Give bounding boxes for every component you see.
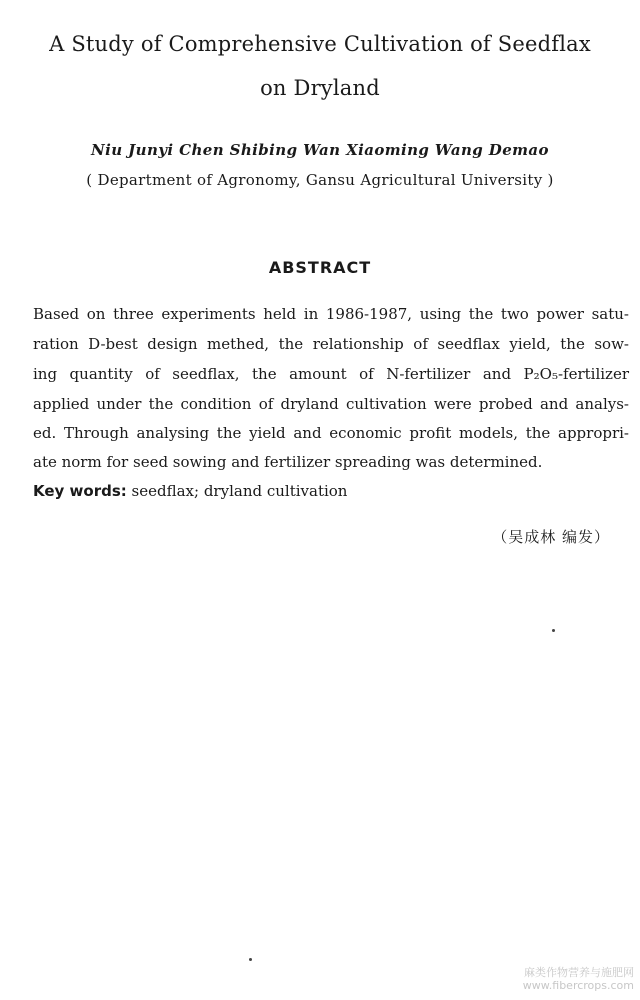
keywords-value: seedflax; dryland cultivation bbox=[131, 482, 348, 500]
abstract-line: Based on three experiments held in 1986-1987, using the two power satu- bbox=[33, 305, 629, 323]
paper-title-line-2: on Dryland bbox=[260, 76, 380, 100]
scan-speck bbox=[552, 629, 555, 632]
watermark-line-2: www.fibercrops.com bbox=[522, 979, 634, 992]
author-affiliation: ( Department of Agronomy, Gansu Agricultural University ) bbox=[86, 171, 554, 189]
scan-speck bbox=[249, 958, 252, 961]
paper-title-line-1: A Study of Comprehensive Cultivation of Seedflax bbox=[49, 32, 591, 56]
abstract-line: ing quantity of seedflax, the amount of N-fertilizer and P₂O₅-fertilizer bbox=[33, 365, 629, 383]
abstract-line: ed. Through analysing the yield and economic profit models, the appropri- bbox=[33, 424, 629, 442]
author-list: Niu Junyi Chen Shibing Wan Xiaoming Wang Demao bbox=[91, 141, 549, 159]
abstract-line: ate norm for seed sowing and fertilizer spreading was determined. bbox=[33, 453, 543, 471]
site-watermark bbox=[523, 966, 634, 992]
abstract-line: applied under the condition of dryland cultivation were probed and analys- bbox=[33, 395, 629, 413]
abstract-heading: ABSTRACT bbox=[268, 258, 372, 277]
keywords-label: Key words: bbox=[33, 482, 127, 500]
editor-note: （吴成林 编发） bbox=[492, 528, 610, 546]
keywords-row bbox=[33, 482, 347, 500]
abstract-line: ration D-best design methed, the relationship of seedflax yield, the sow- bbox=[33, 335, 629, 353]
watermark-line-1: 麻类作物营养与施肥网 bbox=[524, 966, 634, 979]
